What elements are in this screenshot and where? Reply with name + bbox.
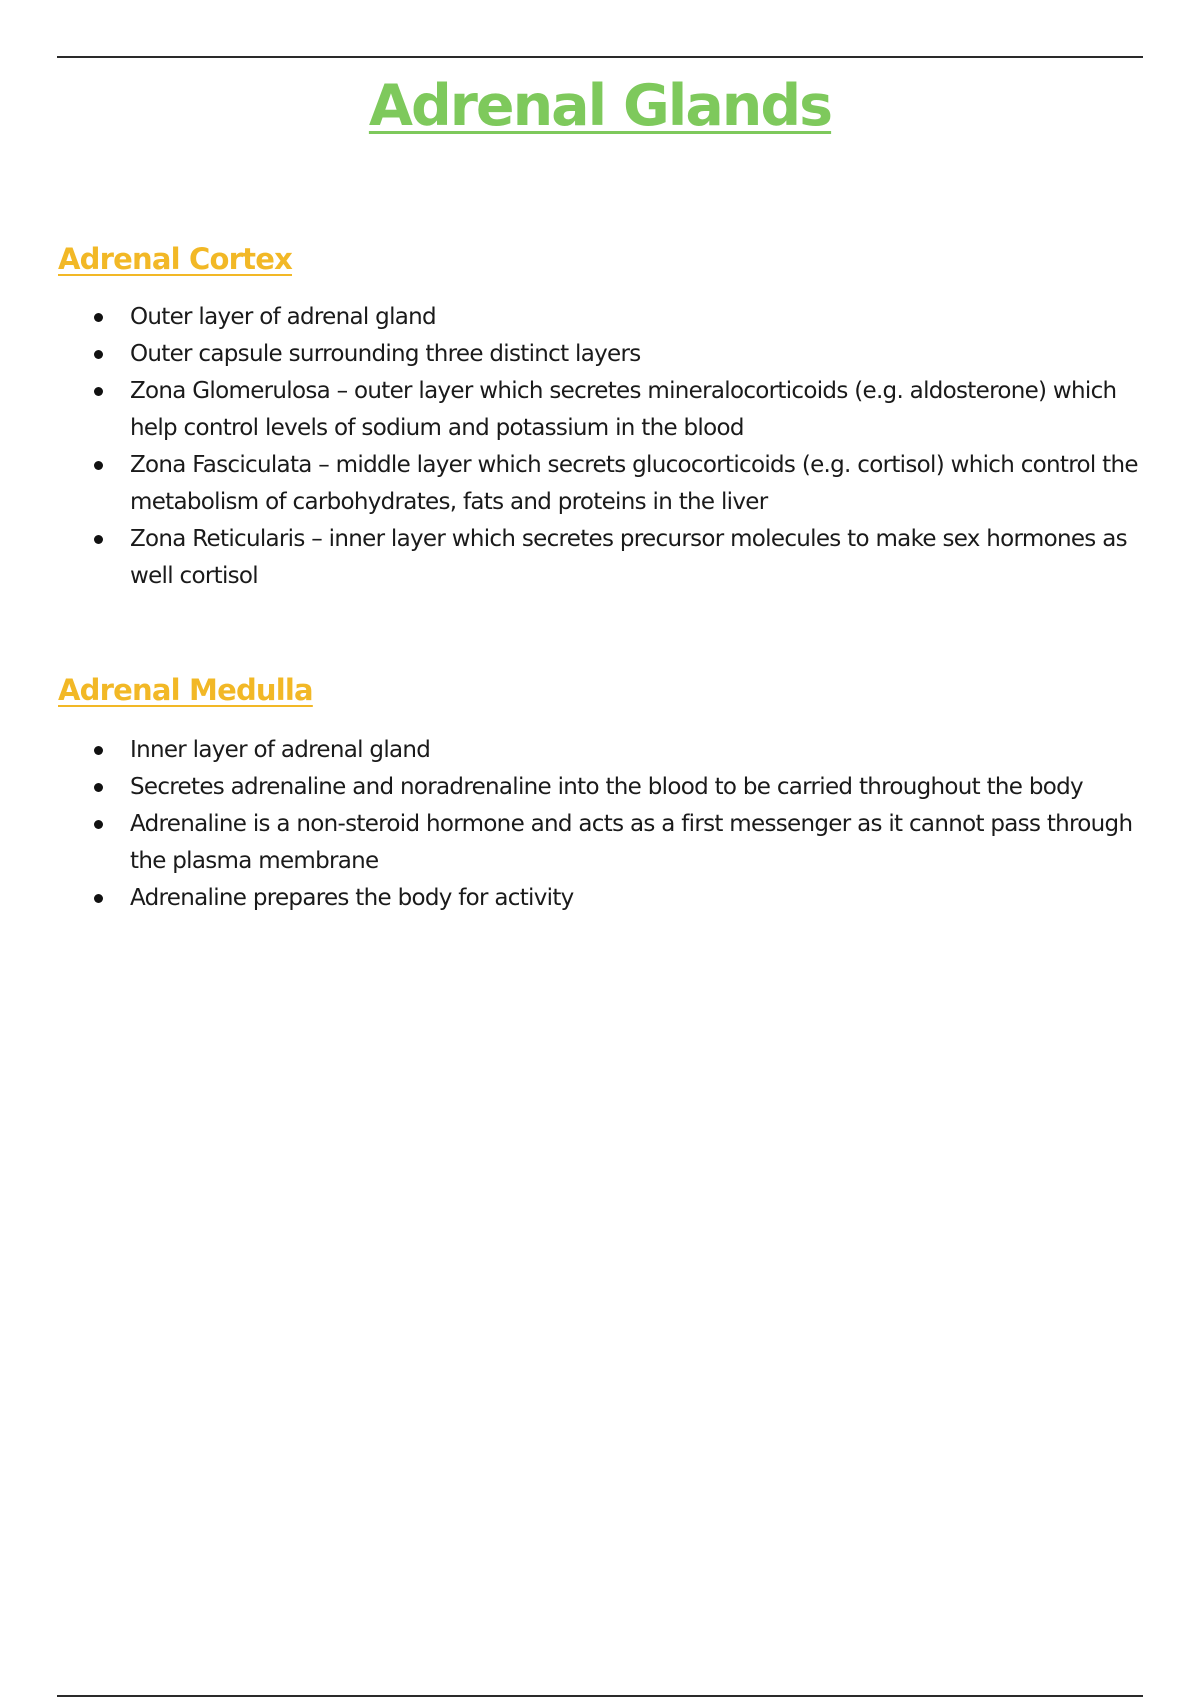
bullet-list-adrenal-cortex: [130, 299, 1155, 595]
bullet-icon: [94, 746, 103, 755]
list-item: Outer layer of adrenal gland: [130, 299, 1155, 336]
page-title: Adrenal Glands: [368, 73, 832, 139]
bullet-icon: [94, 387, 103, 396]
bullet-icon: [94, 461, 103, 470]
bullet-icon: [94, 894, 103, 903]
bullet-icon: [94, 313, 103, 322]
list-item: Adrenaline is a non-steroid hormone and acts as a first messenger as it cannot pass through the plasma membrane: [130, 806, 1155, 880]
bullet-icon: [94, 535, 103, 544]
list-item: Inner layer of adrenal gland: [130, 732, 1155, 769]
list-item: Zona Reticularis – inner layer which secretes precursor molecules to make sex hormones as well cortisol: [130, 521, 1155, 595]
bullet-icon: [94, 820, 103, 829]
top-divider: [57, 56, 1143, 58]
bullet-icon: [94, 783, 103, 792]
bottom-divider: [57, 1695, 1143, 1697]
list-item: Secretes adrenaline and noradrenaline into the blood to be carried throughout the body: [130, 769, 1155, 806]
section-heading-adrenal-cortex: Adrenal Cortex: [58, 242, 292, 276]
bullet-icon: [94, 350, 103, 359]
bullet-list-adrenal-medulla: [130, 732, 1155, 917]
list-item: Zona Glomerulosa – outer layer which secretes mineralocorticoids (e.g. aldosterone) which help control levels of sodium and potassium in the blood: [130, 373, 1155, 447]
section-heading-adrenal-medulla: Adrenal Medulla: [58, 673, 313, 707]
list-item: Adrenaline prepares the body for activity: [130, 880, 1155, 917]
list-item: Zona Fasciculata – middle layer which secrets glucocorticoids (e.g. cortisol) which control the metabolism of carbohydrates, fats and proteins in the liver: [130, 447, 1155, 521]
list-item: Outer capsule surrounding three distinct layers: [130, 336, 1155, 373]
